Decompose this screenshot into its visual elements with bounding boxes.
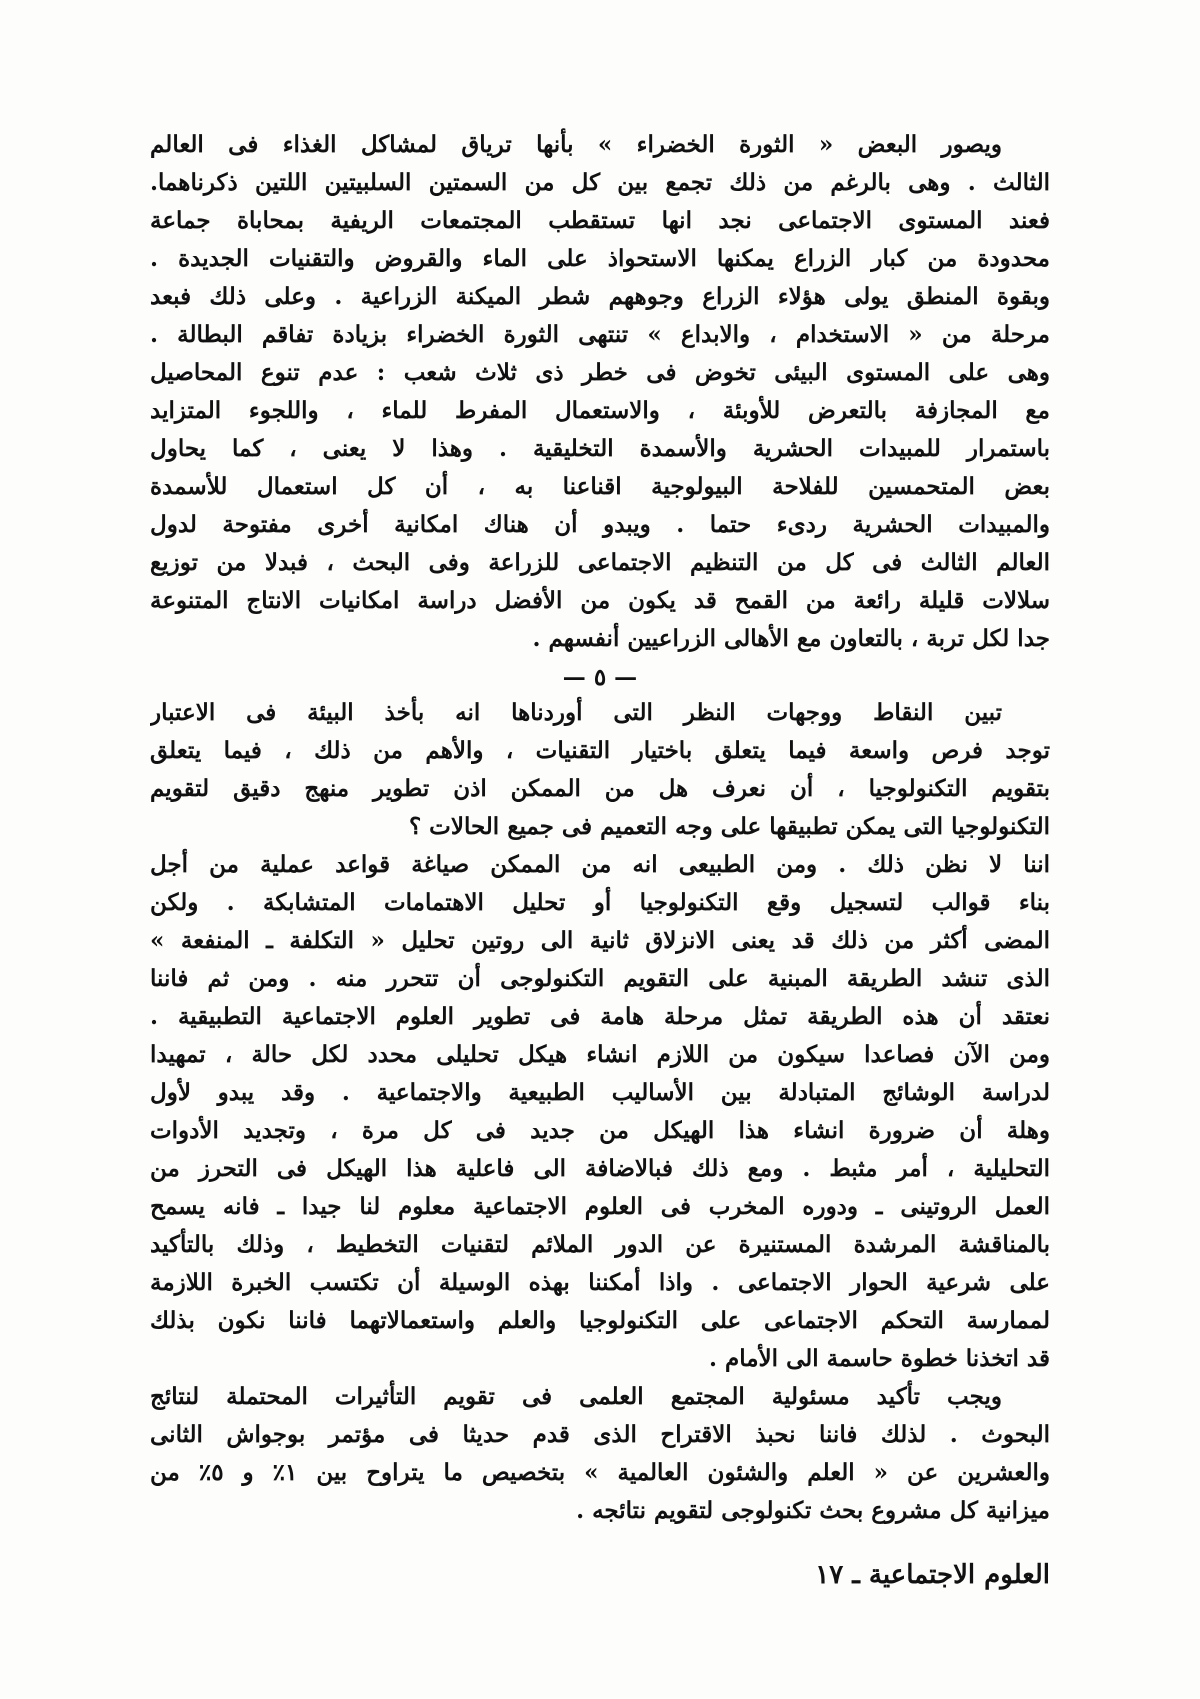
text-line: التكنولوجيا التى يمكن تطبيقها على وجه التعميم فى جميع الحالات ؟ (408, 813, 1050, 840)
text-line: ميزانية كل مشروع بحث تكنولوجى لتقويم نتائجه . (576, 1497, 1050, 1524)
text-line: بالمناقشة المرشدة المستنيرة عن الدور الملائم لتقنيات التخطيط ، وذلك بالتأكيد (150, 1231, 1050, 1258)
text-line: بناء قوالب لتسجيل وقع التكنولوجيا أو تحليل الاهتمامات المتشابكة . ولكن (150, 889, 1050, 916)
text-line: مع المجازفة بالتعرض للأوبئة ، والاستعمال المفرط للماء ، واللجوء المتزايد (150, 397, 1050, 424)
text-line: والمبيدات الحشرية ردىء حتما . ويبدو أن هناك امكانية أخرى مفتوحة لدول (150, 511, 1050, 538)
text-line: اننا لا نظن ذلك . ومن الطبيعى انه من الممكن صياغة قواعد عملية من أجل (150, 851, 1050, 878)
text-line: سلالات قليلة رائعة من القمح قد يكون من الأفضل دراسة امكانيات الانتاج المتنوعة (150, 587, 1050, 614)
text-line: ويصور البعض « الثورة الخضراء » بأنها ترياق لمشاكل الغذاء فى العالم (150, 131, 1002, 158)
text-line: ويجب تأكيد مسئولية المجتمع العلمى فى تقويم التأثيرات المحتملة لنتائج (150, 1383, 1002, 1410)
text-line: لدراسة الوشائج المتبادلة بين الأساليب الطبيعية والاجتماعية . وقد يبدو لأول (150, 1079, 1050, 1106)
text-line: العالم الثالث فى كل من التنظيم الاجتماعى للزراعة وفى البحث ، فبدلا من توزيع (150, 549, 1050, 576)
text-line: وهلة أن ضرورة انشاء هذا الهيكل من جديد فى كل مرة ، وتجديد الأدوات (150, 1117, 1050, 1144)
page-footer: العلوم الاجتماعية ـ ١٧ (815, 1560, 1050, 1590)
text-line: على شرعية الحوار الاجتماعى . واذا أمكننا بهذه الوسيلة أن تكتسب الخبرة اللازمة (150, 1269, 1050, 1296)
text-line: العمل الروتينى ـ ودوره المخرب فى العلوم الاجتماعية معلوم لنا جيدا ـ فانه يسمح (150, 1193, 1050, 1220)
section-number: — ٥ — (562, 664, 638, 691)
text-line: البحوث . لذلك فاننا نحبذ الاقتراح الذى قدم حديثا فى مؤتمر بوجواش الثانى (150, 1421, 1050, 1448)
text-line: المضى أكثر من ذلك قد يعنى الانزلاق ثانية الى روتين تحليل « التكلفة ـ المنفعة » (150, 927, 1050, 954)
text-line: وبقوة المنطق يولى هؤلاء الزراع وجوههم شطر الميكنة الزراعية . وعلى ذلك فبعد (150, 283, 1050, 310)
text-line: الذى تنشد الطريقة المبنية على التقويم التكنولوجى أن تتحرر منه . ومن ثم فاننا (150, 965, 1050, 992)
text-line: ومن الآن فصاعدا سيكون من اللازم انشاء هيكل تحليلى محدد لكل حالة ، تمهيدا (150, 1041, 1050, 1068)
text-line: محدودة من كبار الزراع يمكنها الاستحواذ على الماء والقروض والتقنيات الجديدة . (150, 245, 1050, 272)
section-5-text (150, 694, 1050, 1530)
text-line: الثالث . وهى بالرغم من ذلك تجمع بين كل من السمتين السلبيتين اللتين ذكرناهما. (150, 169, 1050, 196)
text-line: بتقويم التكنولوجيا ، أن نعرف هل من الممكن اذن تطوير منهج دقيق لتقويم (150, 775, 1050, 802)
text-line: والعشرين عن « العلم والشئون العالمية » بتخصيص ما يتراوح بين ١٪ و ٥٪ من (150, 1459, 1050, 1486)
text-line: باستمرار للمبيدات الحشرية والأسمدة التخليقية . وهذا لا يعنى ، كما يحاول (150, 435, 1050, 462)
text-line: فعند المستوى الاجتماعى نجد انها تستقطب المجتمعات الريفية بمحاباة جماعة (150, 207, 1050, 234)
text-line: بعض المتحمسين للفلاحة البيولوجية اقناعنا به ، أن كل استعمال للأسمدة (150, 473, 1050, 500)
text-line: وهى على المستوى البيئى تخوض فى خطر ذى ثلاث شعب : عدم تنوع المحاصيل (150, 359, 1050, 386)
text-line: مرحلة من « الاستخدام ، والابداع » تنتهى الثورة الخضراء بزيادة تفاقم البطالة . (150, 321, 1050, 348)
text-line: نعتقد أن هذه الطريقة تمثل مرحلة هامة فى تطوير العلوم الاجتماعية التطبيقية . (150, 1003, 1050, 1030)
section-4-text (150, 126, 1050, 658)
text-line: قد اتخذنا خطوة حاسمة الى الأمام . (708, 1345, 1050, 1372)
text-line: لممارسة التحكم الاجتماعى على التكنولوجيا والعلم واستعمالاتهما فاننا نكون بذلك (150, 1307, 1050, 1334)
text-line: جدا لكل تربة ، بالتعاون مع الأهالى الزراعيين أنفسهم . (532, 625, 1050, 652)
text-line: توجد فرص واسعة فيما يتعلق باختيار التقنيات ، والأهم من ذلك ، فيما يتعلق (150, 737, 1050, 764)
text-line: التحليلية ، أمر مثبط . ومع ذلك فبالاضافة الى فاعلية هذا الهيكل فى التحرز من (150, 1155, 1050, 1182)
text-line: تبين النقاط ووجهات النظر التى أوردناها انه بأخذ البيئة فى الاعتبار (150, 699, 1002, 726)
